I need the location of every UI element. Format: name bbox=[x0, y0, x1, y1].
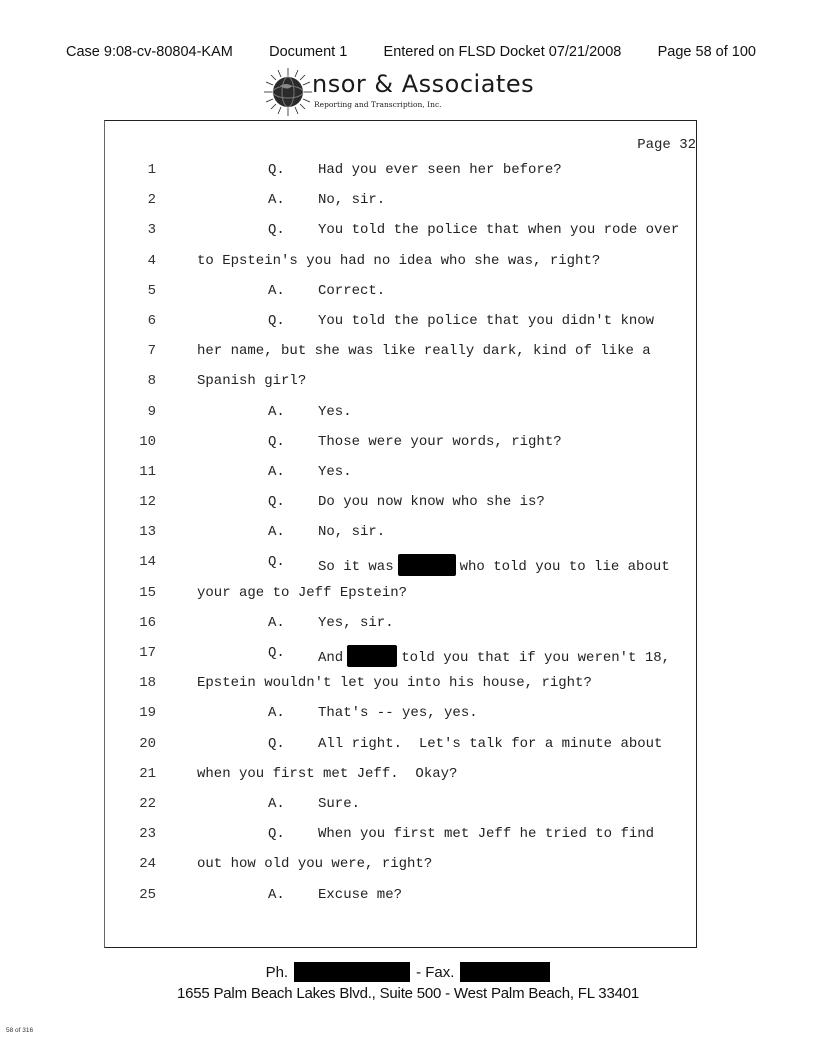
line-text: You told the police that you didn't know bbox=[318, 312, 655, 329]
speaker-tag: Q. bbox=[268, 494, 285, 511]
line-text: to Epstein's you had no idea who she was, right? bbox=[197, 252, 601, 269]
line-number: 4 bbox=[147, 252, 156, 269]
speaker-tag: A. bbox=[268, 524, 285, 541]
line-text: No, sir. bbox=[318, 524, 386, 541]
line-number: 3 bbox=[147, 222, 156, 239]
case-number: Case 9:08-cv-80804-KAM bbox=[66, 44, 233, 60]
line-number: 12 bbox=[139, 494, 156, 511]
line-number: 5 bbox=[147, 282, 156, 299]
line-number: 16 bbox=[139, 614, 156, 631]
transcript-line bbox=[0, 792, 816, 822]
speaker-tag: Q. bbox=[268, 735, 285, 752]
speaker-tag: Q. bbox=[268, 222, 285, 239]
line-text: Those were your words, right? bbox=[318, 433, 562, 450]
transcript-line bbox=[0, 309, 816, 339]
docket-entry: Entered on FLSD Docket 07/21/2008 bbox=[383, 44, 622, 60]
transcript-line bbox=[0, 249, 816, 279]
speaker-tag: Q. bbox=[268, 826, 285, 843]
line-text bbox=[318, 554, 670, 576]
speaker-tag: Q. bbox=[268, 554, 285, 571]
transcript-page-number: Page 32 bbox=[637, 137, 696, 153]
line-text-before: And bbox=[318, 650, 344, 666]
page-count: 58 of 316 bbox=[6, 1027, 34, 1034]
transcript-line bbox=[0, 581, 816, 611]
speaker-tag: A. bbox=[268, 614, 285, 631]
line-text: her name, but she was like really dark, kind of like a bbox=[197, 343, 651, 360]
line-number: 6 bbox=[147, 312, 156, 329]
line-text: Had you ever seen her before? bbox=[318, 162, 562, 178]
transcript-line bbox=[0, 369, 816, 399]
line-number: 15 bbox=[139, 584, 156, 601]
transcript-line bbox=[0, 611, 816, 641]
line-text: All right. Let's talk for a minute about bbox=[318, 735, 663, 752]
line-text: That's -- yes, yes. bbox=[318, 705, 478, 722]
speaker-tag: Q. bbox=[268, 433, 285, 450]
line-number: 22 bbox=[139, 795, 156, 812]
court-header bbox=[66, 44, 756, 60]
redaction-box bbox=[398, 554, 456, 576]
line-number: 20 bbox=[139, 735, 156, 752]
transcript-line bbox=[0, 822, 816, 852]
redaction-box bbox=[347, 645, 397, 667]
speaker-tag: A. bbox=[268, 463, 285, 480]
office-address: 1655 Palm Beach Lakes Blvd., Suite 500 - West Palm Beach, FL 33401 bbox=[176, 985, 640, 1002]
line-text: No, sir. bbox=[318, 192, 386, 209]
speaker-tag: Q. bbox=[268, 312, 285, 329]
transcript-line bbox=[0, 701, 816, 731]
line-text: Do you now know who she is? bbox=[318, 494, 545, 511]
speaker-tag: A. bbox=[268, 705, 285, 722]
line-text: Yes, sir. bbox=[318, 614, 394, 631]
transcript-line bbox=[0, 158, 816, 188]
line-number: 7 bbox=[147, 343, 156, 360]
line-number: 11 bbox=[139, 463, 156, 480]
line-text: Epstein wouldn't let you into his house, right? bbox=[197, 675, 592, 692]
line-number: 18 bbox=[139, 675, 156, 692]
transcript-line bbox=[0, 188, 816, 218]
line-text: Correct. bbox=[318, 282, 386, 299]
speaker-tag: A. bbox=[268, 795, 285, 812]
transcript-line bbox=[0, 218, 816, 248]
line-text: Yes. bbox=[318, 463, 352, 480]
line-text: Sure. bbox=[318, 795, 361, 812]
redacted-phone bbox=[294, 962, 410, 982]
transcript-line bbox=[0, 400, 816, 430]
phone-label: Ph. bbox=[265, 963, 289, 981]
line-text: your age to Jeff Epstein? bbox=[197, 584, 408, 601]
line-number: 13 bbox=[139, 524, 156, 541]
transcript-line bbox=[0, 641, 816, 671]
line-text-after: who told you to lie about bbox=[459, 559, 670, 576]
transcript-lines bbox=[0, 158, 816, 913]
line-text-after: told you that if you weren't 18, bbox=[401, 650, 671, 666]
transcript-line bbox=[0, 460, 816, 490]
line-text: Spanish girl? bbox=[197, 373, 307, 390]
speaker-tag: Q. bbox=[268, 645, 285, 661]
speaker-tag: A. bbox=[268, 192, 285, 209]
transcript-line bbox=[0, 762, 816, 792]
line-text: Yes. bbox=[318, 403, 352, 420]
line-number: 10 bbox=[139, 433, 156, 450]
line-text-before: So it was bbox=[318, 559, 394, 576]
line-text bbox=[318, 645, 670, 667]
speaker-tag: A. bbox=[268, 403, 285, 420]
transcript-line bbox=[0, 550, 816, 580]
document-number: Document 1 bbox=[269, 44, 348, 60]
line-number: 21 bbox=[139, 765, 156, 782]
transcript-line bbox=[0, 520, 816, 550]
line-number: 9 bbox=[147, 403, 156, 420]
reporter-subtitle: Reporting and Transcription, Inc. bbox=[314, 100, 442, 109]
footer bbox=[0, 961, 816, 1002]
transcript-line bbox=[0, 339, 816, 369]
line-number: 23 bbox=[139, 826, 156, 843]
line-number: 2 bbox=[147, 192, 156, 209]
transcript-line bbox=[0, 671, 816, 701]
transcript-line bbox=[0, 279, 816, 309]
reporter-name: nsor & Associates bbox=[312, 70, 535, 98]
transcript-line bbox=[0, 490, 816, 520]
line-number: 1 bbox=[147, 162, 156, 178]
line-number: 19 bbox=[139, 705, 156, 722]
line-number: 24 bbox=[139, 856, 156, 873]
reporter-logo bbox=[262, 66, 562, 118]
transcript-line bbox=[0, 883, 816, 913]
line-text: When you first met Jeff he tried to find bbox=[318, 826, 655, 843]
line-text: when you first met Jeff. Okay? bbox=[197, 765, 458, 782]
speaker-tag: A. bbox=[268, 282, 285, 299]
pdf-page-number: Page 58 of 100 bbox=[657, 44, 756, 60]
line-number: 17 bbox=[139, 645, 156, 661]
transcript-line bbox=[0, 732, 816, 762]
redacted-fax bbox=[460, 962, 550, 982]
speaker-tag: Q. bbox=[268, 162, 285, 178]
line-text: out how old you were, right? bbox=[197, 856, 433, 873]
line-text: You told the police that when you rode over bbox=[318, 222, 680, 239]
fax-label: - Fax. bbox=[416, 963, 455, 981]
globe-logo-icon bbox=[262, 66, 314, 118]
transcript-line bbox=[0, 852, 816, 882]
transcript-line bbox=[0, 430, 816, 460]
line-number: 8 bbox=[147, 373, 156, 390]
line-number: 25 bbox=[139, 886, 156, 903]
line-text: Excuse me? bbox=[318, 886, 403, 903]
speaker-tag: A. bbox=[268, 886, 285, 903]
line-number: 14 bbox=[139, 554, 156, 571]
